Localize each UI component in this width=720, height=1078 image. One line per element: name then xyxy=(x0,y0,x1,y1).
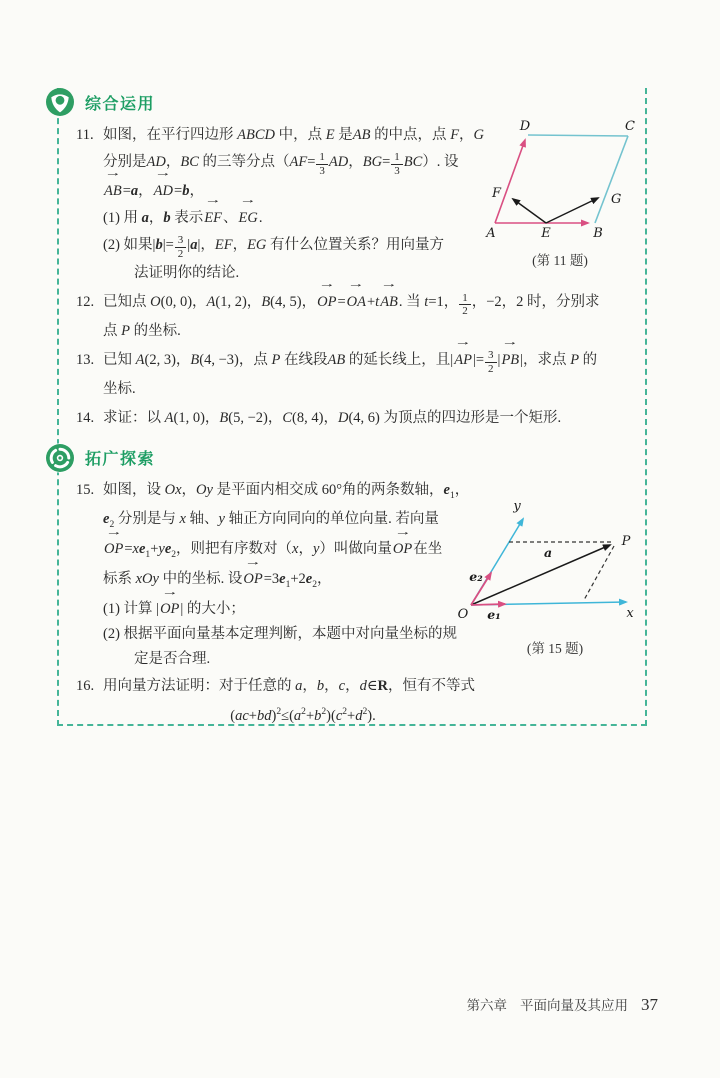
problem-12 xyxy=(76,279,637,345)
pinwheel-badge-icon xyxy=(45,443,75,473)
parallelogram-diagram xyxy=(472,118,648,243)
point-label-p: P xyxy=(621,534,631,549)
vector-a-label: a xyxy=(543,545,553,560)
y-axis-label: y xyxy=(513,499,521,514)
problem-number: 14. xyxy=(76,409,95,426)
problem-text-line: (1) 计算 | → OP| 的大小； xyxy=(103,587,245,618)
problem-number: 12. xyxy=(76,294,95,311)
problem-text-line: → $OP=xe_1+ye_2$，则把有序数对（x，y）叫做向量 → OP在坐 xyxy=(104,527,443,561)
footer-page-number: 37 xyxy=(641,995,658,1014)
footer-chapter-title: 平面向量及其应用 xyxy=(520,998,628,1013)
unit-vector-e2-label: e₂ xyxy=(469,569,483,584)
exercise-dashed-box xyxy=(57,88,647,726)
problem-13 xyxy=(76,336,637,403)
origin-label: O xyxy=(457,607,469,622)
problem-text-line: 用向量方法证明：对于任意的 a，b，c，d∈R，恒有不等式 xyxy=(103,678,476,695)
vertex-label-e: E xyxy=(541,226,551,241)
page-footer xyxy=(467,994,659,1015)
problem-text-line: 如图，设 Ox，Oy 是平面内相交成 60°角的两条数轴，$e_1$， xyxy=(103,481,470,501)
footer-chapter: 第六章 xyxy=(466,998,507,1013)
problem-text-line: 点 P 的坐标. xyxy=(103,322,181,339)
section-title-comprehensive: 综合运用 xyxy=(85,95,156,113)
problem-text-line: (2) 如果|b|= $\frac{3}{2}$ |a|，EF，EG 有什么位置关系？用向量方 xyxy=(103,234,445,260)
problem-number: 16. xyxy=(76,678,95,695)
problem-text-line: $(ac+bd)^2\le(a^2+b^2)(c^2+d^2)$. xyxy=(230,706,376,724)
problem-text-line: → AB=a， → AD=b， xyxy=(104,167,204,199)
point-label-g: G xyxy=(611,192,622,207)
problem-16 xyxy=(76,674,637,729)
unit-vector-e1-label: e₁ xyxy=(487,607,501,622)
section-header-comprehensive xyxy=(45,86,637,118)
x-axis-label: x xyxy=(626,606,634,621)
problem-text-line: 定是否合理. xyxy=(134,651,211,668)
problem-text-line: 标系 xOy 中的坐标. 设 → $OP=3e_1+2e_2$， xyxy=(103,557,332,591)
problem-text-line: 分别是AD，BC 的三等分点（AF= $\frac{1}{3}$ AD，BG= $\frac{1}{3}$ BC）. 设 xyxy=(103,151,459,177)
problem-text-line: $e_2$ 分别是与 x 轴、y 轴正方向同向的单位向量. 若向量 xyxy=(103,511,439,531)
section-header-explore xyxy=(45,442,637,474)
figure-15-caption: (第 15 题) xyxy=(526,641,584,656)
vertex-label-d: D xyxy=(519,119,531,134)
figure-problem-11 xyxy=(472,118,648,269)
problem-text-line: 如图，在平行四边形 ABCD 中，点 E 是AB 的中点，点 F，G xyxy=(103,127,485,143)
problem-text-line: (1) 用 a，b 表示 → EF、 → EG. xyxy=(103,194,263,226)
problem-14 xyxy=(76,405,637,432)
oblique-axes-diagram xyxy=(450,496,660,631)
problem-number: 11. xyxy=(76,127,94,143)
problem-text-line: 法证明你的结论. xyxy=(134,265,240,282)
problem-number: 13. xyxy=(76,351,95,368)
vertex-label-a: A xyxy=(486,226,496,241)
point-label-f: F xyxy=(491,186,501,201)
vertex-label-b: B xyxy=(593,226,603,241)
problem-text-line: 求证：以 A(1, 0)，B(5, −2)，C(8, 4)，D(4, 6) 为顶点的四边形是一个矩形. xyxy=(103,409,562,426)
problem-text-line: 坐标. xyxy=(103,380,136,397)
problem-number: 15. xyxy=(76,481,95,498)
vertex-label-c: C xyxy=(625,119,635,134)
flower-badge-icon xyxy=(45,87,75,117)
figure-11-caption: (第 11 题) xyxy=(532,253,588,268)
problem-text-line: 已知点 O(0, 0)，A(1, 2)，B(4, 5)， → OP= → OA+t → AB. 当 t=1， $\frac{1}{2}$ ，−2，2 时，分别求 xyxy=(103,279,600,318)
problem-text-line: 已知 A(2, 3)，B(4, −3)，点 P 在线段AB 的延长线上，且| → AP|= $\frac{3}{2}$ | → PB|，求点 P 的 xyxy=(103,336,598,375)
problem-text-line: (2) 根据平面向量基本定理判断，本题中对向量坐标的规 xyxy=(103,626,458,643)
figure-problem-15 xyxy=(450,496,660,657)
section-title-explore: 拓广探索 xyxy=(85,451,156,469)
